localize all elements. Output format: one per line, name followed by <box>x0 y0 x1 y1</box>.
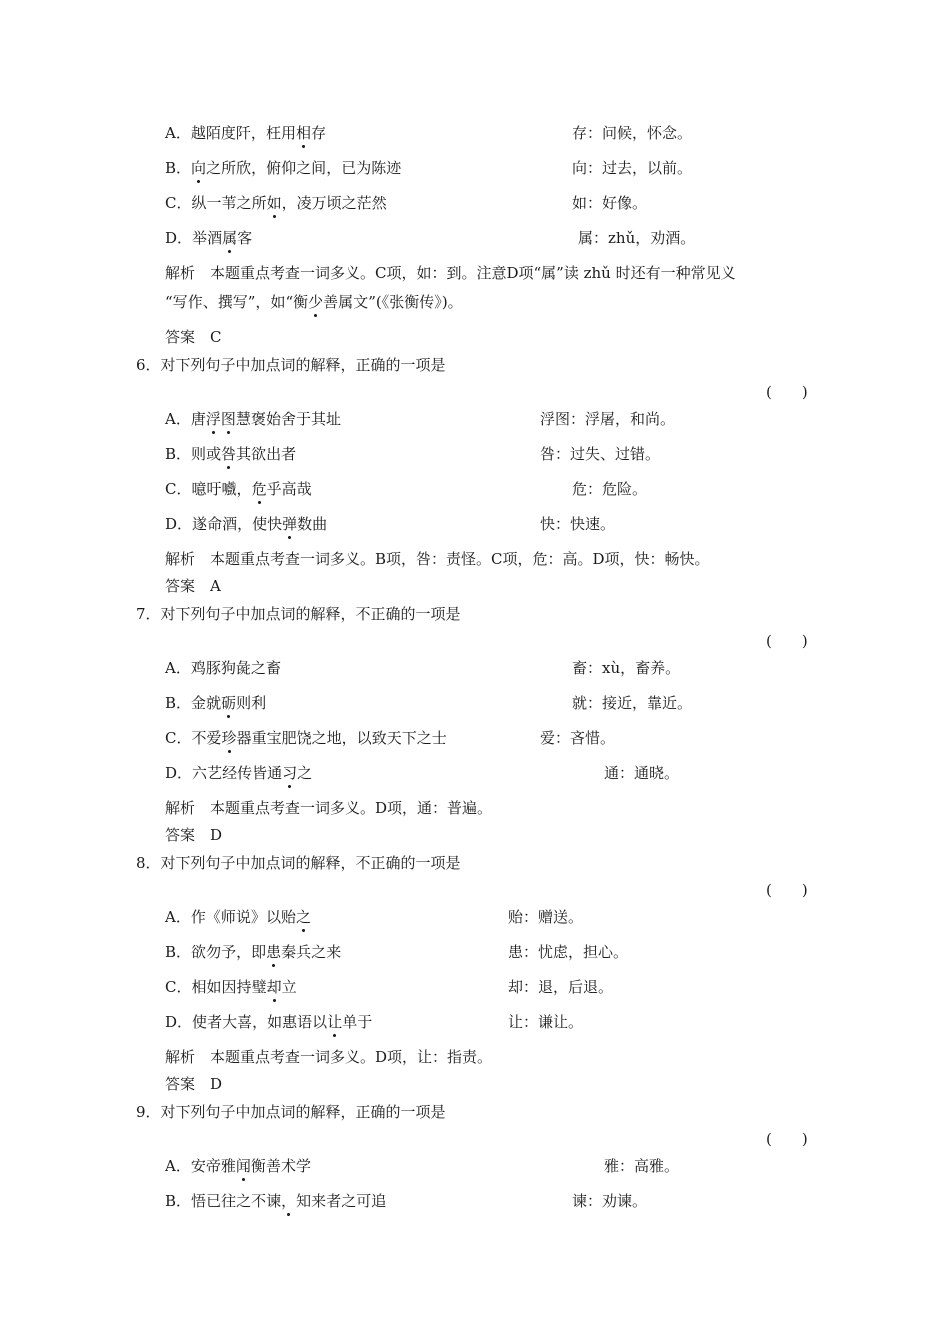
option-explanation: 让：谦让。 <box>508 1013 584 1031</box>
emphasized-char: 弹 <box>282 515 298 533</box>
emphasized-char: 咎 <box>221 445 237 463</box>
option-explanation: 患：忧虑，担心。 <box>508 943 629 961</box>
answer-bracket: ( ) <box>766 1130 808 1148</box>
option-text: D．使者大喜，如惠语以让单于 <box>165 1013 373 1031</box>
emphasized-char: 浮 <box>205 410 221 428</box>
option-explanation: 向：过去，以前。 <box>572 159 693 177</box>
option-explanation: 属：zhǔ，劝酒。 <box>578 229 696 247</box>
option-explanation: 危：危险。 <box>572 480 648 498</box>
question-stem: 7．对下列句子中加点词的解释，不正确的一项是 <box>136 605 461 623</box>
emphasized-char: 属 <box>222 229 238 247</box>
emphasized-char: 患 <box>266 943 282 961</box>
option-text: A．越陌度阡，枉用相存 <box>165 124 326 142</box>
answer-bracket: ( ) <box>766 632 808 650</box>
emphasized-char: 闻 <box>235 1157 251 1175</box>
emphasized-char: 少 <box>308 293 324 311</box>
option-text: A．唐浮图慧褒始舍于其址 <box>165 410 342 428</box>
option-explanation: 就：接近，靠近。 <box>572 694 693 712</box>
option-text: B．悟已往之不谏，知来者之可追 <box>165 1192 387 1210</box>
emphasized-char: ， <box>281 1192 297 1210</box>
answer-bracket: ( ) <box>766 383 808 401</box>
option-explanation: 存：问候，怀念。 <box>572 124 693 142</box>
option-text: A．作《师说》以贻之 <box>165 908 311 926</box>
answer-text: 答案 D <box>165 826 223 844</box>
option-explanation: 快：快速。 <box>540 515 616 533</box>
option-explanation: 如：好像。 <box>572 194 648 212</box>
option-explanation: 谏：劝谏。 <box>572 1192 648 1210</box>
option-text: C．不爱珍器重宝肥饶之地，以致天下之士 <box>165 729 447 747</box>
analysis-text: 解析 本题重点考查一词多义。D项，通：普遍。 <box>165 799 493 817</box>
emphasized-char: 如 <box>266 194 282 212</box>
option-text: A．安帝雅闻衡善术学 <box>165 1157 311 1175</box>
option-text: B．金就砺则利 <box>165 694 267 712</box>
option-explanation: 通：通晓。 <box>604 764 680 782</box>
emphasized-char: 习 <box>282 764 298 782</box>
answer-bracket: ( ) <box>766 881 808 899</box>
emphasized-char: 之 <box>295 908 311 926</box>
analysis-text: 解析 本题重点考查一词多义。C项，如：到。注意D项“属”读 zhǔ 时还有一种常见义 <box>165 264 736 282</box>
option-text: C．相如因持璧却立 <box>165 978 297 996</box>
answer-text: 答案 A <box>165 577 221 595</box>
option-text: B．向之所欣，俯仰之间，已为陈迹 <box>165 159 402 177</box>
option-explanation: 贻：赠送。 <box>508 908 584 926</box>
option-explanation: 却：退，后退。 <box>508 978 614 996</box>
emphasized-char: 危 <box>251 480 267 498</box>
answer-text: 答案 D <box>165 1075 223 1093</box>
option-explanation: 爱：吝惜。 <box>540 729 616 747</box>
option-explanation: 浮图：浮屠，和尚。 <box>540 410 676 428</box>
emphasized-char: 向 <box>191 159 207 177</box>
option-explanation: 畜：xù，畜养。 <box>572 659 681 677</box>
option-text: B．欲勿予，即患秦兵之来 <box>165 943 342 961</box>
option-text: B．则或咎其欲出者 <box>165 445 297 463</box>
option-text: D．举酒属客 <box>165 229 253 247</box>
emphasized-char: 珍 <box>221 729 237 747</box>
analysis-text: 解析 本题重点考查一词多义。B项，咎：责怪。C项，危：高。D项，快：畅快。 <box>165 550 710 568</box>
emphasized-char: 图 <box>220 410 236 428</box>
option-explanation: 雅：高雅。 <box>604 1157 680 1175</box>
emphasized-char: 让 <box>327 1013 343 1031</box>
option-text: D．六艺经传皆通习之 <box>165 764 313 782</box>
emphasized-char: 却 <box>266 978 282 996</box>
analysis-text: 解析 本题重点考查一词多义。D项，让：指责。 <box>165 1048 493 1066</box>
analysis-text-cont: “写作、撰写”，如“衡少善属文”(《张衡传》)。 <box>165 293 463 311</box>
option-text: C．纵一苇之所如，凌万顷之茫然 <box>165 194 387 212</box>
answer-text: 答案 C <box>165 328 222 346</box>
emphasized-char: 砺 <box>221 694 237 712</box>
question-stem: 9．对下列句子中加点词的解释，正确的一项是 <box>136 1103 446 1121</box>
option-text: D．遂命酒，使快弹数曲 <box>165 515 328 533</box>
option-text: C．噫吁嚱，危乎高哉 <box>165 480 312 498</box>
emphasized-char: 相 <box>295 124 311 142</box>
option-explanation: 咎：过失、过错。 <box>540 445 661 463</box>
question-stem: 6．对下列句子中加点词的解释，正确的一项是 <box>136 356 446 374</box>
question-stem: 8．对下列句子中加点词的解释，不正确的一项是 <box>136 854 461 872</box>
option-text: A．鸡豚狗彘之畜 <box>165 659 281 677</box>
